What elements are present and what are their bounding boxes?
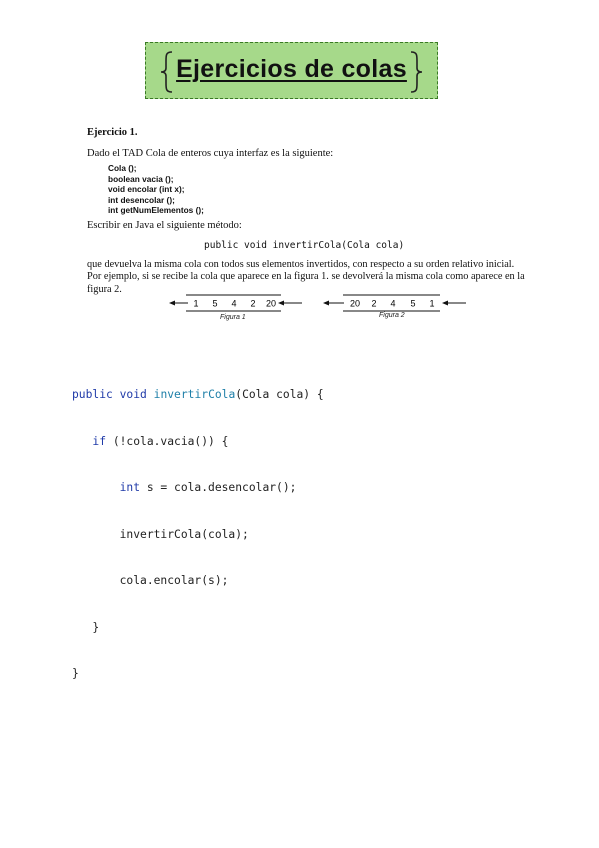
queue-value: 2 bbox=[250, 298, 256, 309]
queue-value: 1 bbox=[429, 298, 435, 309]
queue-diagram-1 bbox=[168, 294, 303, 326]
title-banner bbox=[145, 42, 438, 99]
queue-value: 4 bbox=[231, 298, 237, 309]
interface-list bbox=[108, 163, 527, 216]
queue-value: 20 bbox=[265, 298, 277, 309]
arrow-left-icon bbox=[169, 301, 175, 306]
code-line: cola.encolar(s); bbox=[72, 574, 229, 587]
page-title: Ejercicios de colas bbox=[176, 55, 407, 83]
code-listing bbox=[72, 356, 324, 697]
method-signature: public void invertirCola(Cola cola) bbox=[204, 239, 405, 251]
figure-2 bbox=[322, 294, 467, 326]
interface-line: boolean vacia (); bbox=[108, 173, 174, 184]
exercise-title: Ejercicio 1. bbox=[87, 127, 138, 138]
exercise-section bbox=[87, 126, 527, 296]
interface-line: Cola (); bbox=[108, 163, 137, 173]
code-line: int s = cola.desencolar(); bbox=[119, 481, 297, 494]
code-line: invertirCola(cola); bbox=[72, 527, 249, 541]
interface-line: void encolar (int x); bbox=[108, 184, 185, 194]
interface-line: int getNumElementos (); bbox=[108, 205, 204, 215]
interface-line: int desencolar (); bbox=[108, 194, 175, 205]
queue-value: 4 bbox=[390, 298, 396, 309]
exercise-description: que devuelva la misma cola con todos sus elementos invertidos, con respecto a su orden relativo inicial. Por ejemplo, si se recibe la cola que aparece en la figura 1. se devolverá la misma cola como aparece en la figura 2. bbox=[87, 258, 525, 295]
write-prompt: Escribir en Java el siguiente método: bbox=[87, 219, 242, 231]
queue-value: 20 bbox=[349, 298, 361, 309]
queue-value: 5 bbox=[212, 298, 218, 309]
arrow-left-icon bbox=[442, 301, 448, 306]
code-line: } bbox=[72, 620, 100, 634]
queue-value: 2 bbox=[371, 298, 377, 309]
arrow-left-icon bbox=[278, 301, 284, 306]
queue-value: 1 bbox=[193, 298, 199, 309]
queue-value: 5 bbox=[410, 298, 416, 309]
figure-caption: Figura 2 bbox=[379, 312, 405, 319]
figure-caption: Figura 1 bbox=[220, 314, 246, 321]
queue-diagram-2 bbox=[322, 294, 467, 326]
code-line: public void invertirCola(Cola cola) { bbox=[72, 388, 324, 401]
code-line: } bbox=[72, 667, 79, 680]
exercise-intro: Dado el TAD Cola de enteros cuya interfaz es la siguiente: bbox=[87, 148, 334, 159]
arrow-left-icon bbox=[323, 301, 329, 306]
right-brace-icon bbox=[409, 51, 423, 93]
code-line: if (!cola.vacia()) { bbox=[92, 434, 229, 448]
figure-1 bbox=[168, 294, 303, 326]
